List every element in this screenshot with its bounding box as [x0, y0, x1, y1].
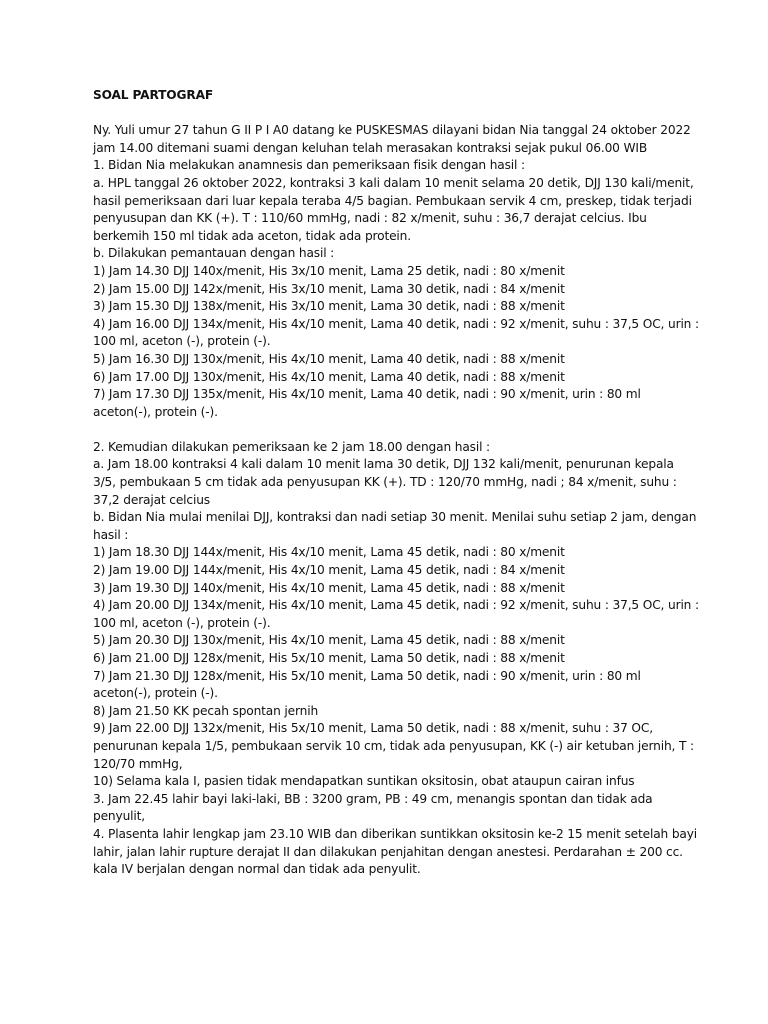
document-line: aceton(-), protein (-).	[93, 686, 218, 701]
document-line: penyusupan dan KK (+). T : 110/60 mmHg, nadi : 82 x/menit, suhu : 36,7 derajat celcius. Ibu	[93, 211, 647, 226]
document-line: 3) Jam 15.30 DJJ 138x/menit, His 3x/10 menit, Lama 30 detik, nadi : 88 x/menit	[93, 299, 565, 314]
document-line: 1. Bidan Nia melakukan anamnesis dan pemeriksaan fisik dengan hasil :	[93, 158, 525, 173]
document-line: 2) Jam 19.00 DJJ 144x/menit, His 4x/10 menit, Lama 45 detik, nadi : 84 x/menit	[93, 563, 565, 578]
document-line: 3. Jam 22.45 lahir bayi laki-laki, BB : 3200 gram, PB : 49 cm, menangis spontan dan tidak ada	[93, 791, 653, 806]
document-line: 100 ml, aceton (-), protein (-).	[93, 334, 271, 349]
document-line: 6) Jam 17.00 DJJ 130x/menit, His 4x/10 menit, Lama 40 detik, nadi : 88 x/menit	[93, 369, 565, 384]
title-spacer	[93, 105, 683, 123]
document-line: aceton(-), protein (-).	[93, 404, 218, 419]
document-line: 5) Jam 16.30 DJJ 130x/menit, His 4x/10 menit, Lama 40 detik, nadi : 88 x/menit	[93, 351, 565, 366]
document-line: 3/5, pembukaan 5 cm tidak ada penyusupan KK (+). TD : 120/70 mmHg, nadi ; 84 x/menit, suhu :	[93, 475, 677, 490]
document-line: 4) Jam 16.00 DJJ 134x/menit, His 4x/10 menit, Lama 40 detik, nadi : 92 x/menit, suhu : 37,5 OC, urin :	[93, 316, 699, 331]
document-line: hasil pemeriksaan dari luar kepala teraba 4/5 bagian. Pembukaan servik 4 cm, preskep, tidak terjadi	[93, 193, 692, 208]
document-line: 7) Jam 21.30 DJJ 128x/menit, His 5x/10 menit, Lama 50 detik, nadi : 90 x/menit, urin : 80 ml	[93, 668, 641, 683]
document-line: 10) Selama kala I, pasien tidak mendapatkan suntikan oksitosin, obat ataupun cairan infus	[93, 774, 635, 789]
document-line: 3) Jam 19.30 DJJ 140x/menit, His 4x/10 menit, Lama 45 detik, nadi : 88 x/menit	[93, 580, 565, 595]
document-title: SOAL PARTOGRAF	[93, 88, 214, 102]
document-body	[93, 87, 699, 879]
document-line: berkemih 150 ml tidak ada aceton, tidak ada protein.	[93, 228, 411, 243]
document-line: 100 ml, aceton (-), protein (-).	[93, 615, 271, 630]
document-line: hasil :	[93, 527, 129, 542]
document-line: b. Dilakukan pemantauan dengan hasil :	[93, 246, 335, 261]
document-line: jam 14.00 ditemani suami dengan keluhan telah merasakan kontraksi sejak pukul 06.00 WIB	[93, 140, 648, 155]
document-line: 37,2 derajat celcius	[93, 492, 210, 507]
document-line: 7) Jam 17.30 DJJ 135x/menit, His 4x/10 menit, Lama 40 detik, nadi : 90 x/menit, urin : 80 ml	[93, 387, 641, 402]
document-line: Ny. Yuli umur 27 tahun G II P I A0 datang ke PUSKESMAS dilayani bidan Nia tanggal 24 oktober 2022	[93, 123, 691, 138]
document-line: 2. Kemudian dilakukan pemeriksaan ke 2 jam 18.00 dengan hasil :	[93, 439, 491, 454]
paragraph-spacer	[93, 421, 683, 439]
document-line: penyulit,	[93, 809, 145, 824]
document-line: b. Bidan Nia mulai menilai DJJ, kontraksi dan nadi setiap 30 menit. Menilai suhu setiap 2 jam, dengan	[93, 510, 697, 525]
document-line: a. HPL tanggal 26 oktober 2022, kontraksi 3 kali dalam 10 menit selama 20 detik, DJJ 130 kali/menit,	[93, 175, 694, 190]
document-line: 2) Jam 15.00 DJJ 142x/menit, His 3x/10 menit, Lama 30 detik, nadi : 84 x/menit	[93, 281, 565, 296]
document-line: penurunan kepala 1/5, pembukaan servik 10 cm, tidak ada penyusupan, KK (-) air ketuban jernih, T :	[93, 738, 694, 753]
document-line: 8) Jam 21.50 KK pecah spontan jernih	[93, 703, 319, 718]
document-line: 4) Jam 20.00 DJJ 134x/menit, His 4x/10 menit, Lama 45 detik, nadi : 92 x/menit, suhu : 37,5 OC, urin :	[93, 598, 699, 613]
document-line: 1) Jam 14.30 DJJ 140x/menit, His 3x/10 menit, Lama 25 detik, nadi : 80 x/menit	[93, 263, 565, 278]
document-line: 1) Jam 18.30 DJJ 144x/menit, His 4x/10 menit, Lama 45 detik, nadi : 80 x/menit	[93, 545, 565, 560]
document-line: lahir, jalan lahir rupture derajat II dan dilakukan penjahitan dengan anestesi. Perdarahan ± 200 cc.	[93, 844, 683, 859]
document-lines	[93, 122, 699, 879]
document-line: 6) Jam 21.00 DJJ 128x/menit, His 5x/10 menit, Lama 50 detik, nadi : 88 x/menit	[93, 651, 565, 665]
document-line: 4. Plasenta lahir lengkap jam 23.10 WIB dan diberikan suntikkan oksitosin ke-2 15 menit setelah bayi	[93, 826, 698, 841]
document-line: 120/70 mmHg,	[93, 756, 183, 771]
document-line: 5) Jam 20.30 DJJ 130x/menit, His 4x/10 menit, Lama 45 detik, nadi : 88 x/menit	[93, 633, 565, 648]
document-line: a. Jam 18.00 kontraksi 4 kali dalam 10 menit lama 30 detik, DJJ 132 kali/menit, penurunan kepala	[93, 457, 674, 472]
document-line: kala IV berjalan dengan normal dan tidak ada penyulit.	[93, 862, 421, 877]
document-line: 9) Jam 22.00 DJJ 132x/menit, His 5x/10 menit, Lama 50 detik, nadi : 88 x/menit, suhu : 37 OC,	[93, 721, 653, 736]
